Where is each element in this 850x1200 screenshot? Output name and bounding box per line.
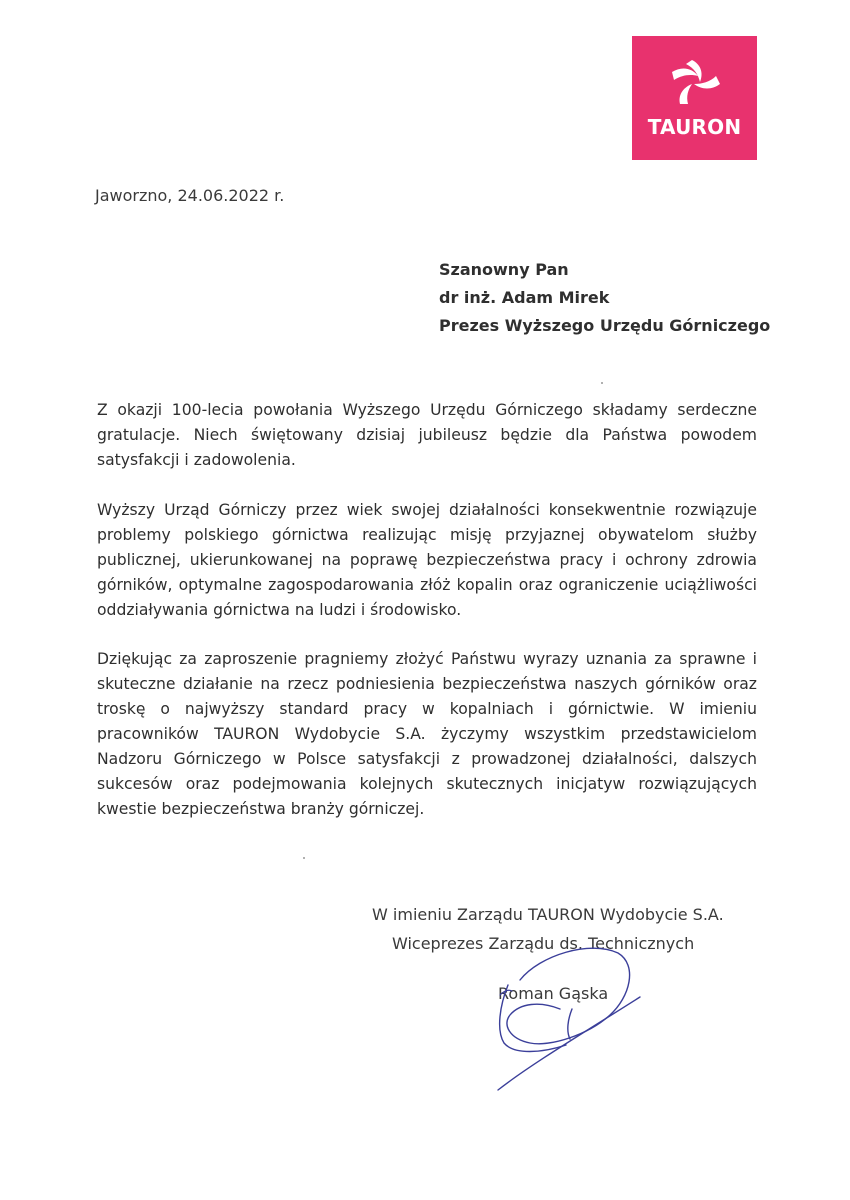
addressee-block [439, 256, 770, 340]
logo-wordmark: TAURON [647, 115, 742, 139]
letter-date: Jaworzno, 24.06.2022 r. [95, 186, 285, 205]
body-paragraph-1: Z okazji 100-lecia powołania Wyższego Urzędu Górniczego składamy serdeczne gratulacje. Niech świętowany dzisiaj jubileusz będzie dla Państwa powodem satysfakcji i zadowolenia. [97, 401, 757, 469]
tauron-emblem-icon [670, 58, 722, 106]
closing-on-behalf: W imieniu Zarządu TAURON Wydobycie S.A. [372, 905, 724, 924]
body-paragraph-3: Dziękując za zaproszenie pragniemy złożyć Państwu wyrazy uznania za sprawne i skuteczne działanie na rzecz podniesienia bezpieczeństwa naszych górników oraz troskę o najwyższy standard pracy w kopalniach i górnictwie. W imieniu pracowników TAURON Wydobycie S.A. życzymy wszystkim przedstawicielom Nadzoru Górniczego w Polsce satysfakcji z prowadzonej działalności, dalszych sukcesów oraz podejmowania kolejnych skutecznych inicjatyw rozwiązujących kwestie bezpieczeństwa branży górniczej. [97, 650, 757, 818]
addressee-title: Prezes Wyższego Urzędu Górniczego [439, 316, 771, 335]
scan-speck [303, 857, 305, 859]
addressee-name: dr inż. Adam Mirek [439, 288, 610, 307]
addressee-salutation: Szanowny Pan [439, 260, 569, 279]
body-paragraph-2: Wyższy Urząd Górniczy przez wiek swojej działalności konsekwentnie rozwiązuje problemy polskiego górnictwa realizując misję przyjaznej obywatelom służby publicznej, ukierunkowanej na poprawę bezpieczeństwa pracy i ochrony zdrowia górników, optymalne zagospodarowania złóż kopalin oraz ograniczenie uciążliwości oddziaływania górnictwa na ludzi i środowisko. [97, 501, 757, 619]
signer-name: Roman Gąska [498, 984, 609, 1003]
tauron-logo [632, 36, 757, 160]
closing-signer-title: Wiceprezes Zarządu ds. Technicznych [392, 934, 695, 953]
handwritten-signature [480, 935, 650, 1100]
scan-speck [601, 382, 603, 384]
